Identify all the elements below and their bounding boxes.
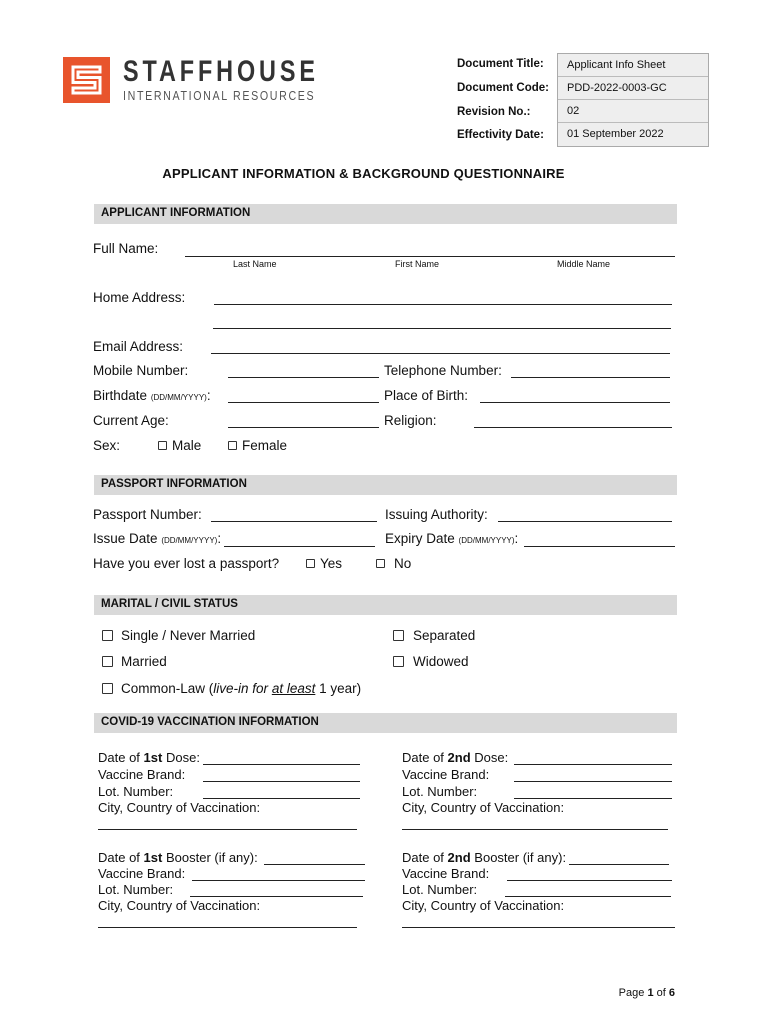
full-name-field[interactable]	[185, 256, 675, 257]
first-booster-brand-field[interactable]	[192, 880, 365, 881]
home-address-label: Home Address:	[93, 290, 186, 305]
brand-tagline: INTERNATIONAL RESOURCES	[123, 88, 316, 103]
current-age-field[interactable]	[228, 427, 379, 428]
email-label: Email Address:	[93, 339, 184, 354]
first-dose-lot-label: Lot. Number:	[98, 784, 174, 799]
covid-section-title: COVID-19 VACCINATION INFORMATION	[101, 716, 319, 728]
male-checkbox[interactable]	[158, 441, 167, 450]
second-dose-dose-word: Dose:	[474, 750, 509, 765]
single-option-label: Single / Never Married	[121, 628, 256, 643]
page-number	[619, 987, 675, 999]
first-booster-date-label	[98, 850, 258, 865]
mobile-field[interactable]	[228, 377, 379, 378]
staffhouse-logo-icon	[63, 57, 110, 103]
middle-name-caption: Middle Name	[557, 259, 611, 269]
issuing-authority-label: Issuing Authority:	[385, 507, 488, 522]
widowed-option-label: Widowed	[413, 654, 469, 669]
birthdate-label-text: Birthdate	[93, 388, 148, 403]
second-dose-lot-field[interactable]	[514, 798, 672, 799]
revision-label: Revision No.:	[457, 106, 531, 118]
second-booster-lot-field[interactable]	[505, 896, 671, 897]
telephone-field[interactable]	[511, 377, 670, 378]
place-of-birth-label: Place of Birth:	[384, 388, 469, 403]
widowed-checkbox[interactable]	[393, 656, 404, 667]
telephone-label: Telephone Number:	[384, 363, 502, 378]
issue-date-field[interactable]	[224, 546, 375, 547]
religion-field[interactable]	[474, 427, 672, 428]
marital-section-header	[94, 595, 677, 615]
lost-passport-yes-checkbox[interactable]	[306, 559, 315, 568]
second-dose-brand-field[interactable]	[514, 781, 672, 782]
second-booster-date-field[interactable]	[569, 864, 669, 865]
issue-date-format: (DD/MM/YYYY)	[161, 536, 218, 545]
second-dose-date-of: Date of	[402, 750, 444, 765]
passport-section-title: PASSPORT INFORMATION	[101, 478, 247, 490]
covid-section-header	[94, 713, 677, 733]
effectivity-value: 01 September 2022	[558, 123, 708, 146]
form-title: APPLICANT INFORMATION & BACKGROUND QUESTIONNAIRE	[162, 166, 565, 181]
first-name-caption: First Name	[395, 259, 440, 269]
first-dose-city-label: City, Country of Vaccination:	[98, 800, 261, 815]
first-booster-brand-label: Vaccine Brand:	[98, 866, 186, 881]
page-of-label: of	[656, 987, 666, 999]
separated-option-label: Separated	[413, 628, 476, 643]
first-dose-date-label	[98, 750, 200, 765]
page-total: 6	[668, 987, 675, 999]
lost-passport-no-label: No	[394, 556, 412, 571]
first-booster-date-of: Date of	[98, 850, 140, 865]
first-booster-city-field[interactable]	[98, 927, 357, 928]
page-label: Page	[618, 987, 645, 999]
common-law-note-emph: at least	[271, 681, 316, 696]
full-name-label: Full Name:	[93, 241, 159, 256]
second-dose-brand-label: Vaccine Brand:	[402, 767, 490, 782]
female-option-label: Female	[242, 438, 288, 453]
married-option-label: Married	[121, 654, 167, 669]
doc-title-value: Applicant Info Sheet	[558, 54, 708, 77]
second-booster-city-field[interactable]	[402, 927, 675, 928]
first-booster-date-field[interactable]	[264, 864, 365, 865]
place-of-birth-field[interactable]	[480, 402, 670, 403]
first-booster-lot-label: Lot. Number:	[98, 882, 174, 897]
marital-section-title: MARITAL / CIVIL STATUS	[101, 598, 238, 610]
passport-section-header	[94, 475, 677, 495]
second-booster-date-of: Date of	[402, 850, 444, 865]
current-age-label: Current Age:	[93, 413, 169, 428]
issue-date-colon: :	[217, 531, 222, 546]
second-booster-date-label	[402, 850, 566, 865]
home-address-field-1[interactable]	[214, 304, 672, 305]
mobile-label: Mobile Number:	[93, 363, 189, 378]
first-booster-word: Booster (if any):	[165, 850, 258, 865]
birthdate-format: (DD/MM/YYYY)	[150, 393, 207, 402]
second-booster-word: Booster (if any):	[474, 850, 567, 865]
expiry-date-label-text: Expiry Date	[385, 531, 455, 546]
common-law-note-prefix: live-in for	[213, 681, 269, 696]
birthdate-colon: :	[206, 388, 211, 403]
issuing-authority-field[interactable]	[498, 521, 672, 522]
second-dose-date-label	[402, 750, 508, 765]
first-dose-ordinal: 1st	[143, 750, 163, 765]
single-checkbox[interactable]	[102, 630, 113, 641]
first-dose-brand-label: Vaccine Brand:	[98, 767, 186, 782]
common-law-checkbox[interactable]	[102, 683, 113, 694]
common-law-text: Common-Law	[121, 681, 206, 696]
page-current: 1	[647, 987, 654, 999]
second-booster-lot-label: Lot. Number:	[402, 882, 478, 897]
revision-value: 02	[558, 100, 708, 123]
doc-code-value: PDD-2022-0003-GC	[558, 77, 708, 100]
lost-passport-question: Have you ever lost a passport?	[93, 556, 280, 571]
doc-meta-table	[557, 53, 709, 147]
first-dose-date-field[interactable]	[203, 764, 360, 765]
sex-label: Sex:	[93, 438, 121, 453]
second-booster-ordinal: 2nd	[447, 850, 471, 865]
birthdate-label	[93, 388, 211, 403]
second-dose-lot-label: Lot. Number:	[402, 784, 478, 799]
common-law-option-label: Common-Law (live-in for at least 1 year)	[121, 681, 362, 696]
first-booster-city-label: City, Country of Vaccination:	[98, 898, 261, 913]
married-checkbox[interactable]	[102, 656, 113, 667]
expiry-date-format: (DD/MM/YYYY)	[458, 536, 515, 545]
separated-checkbox[interactable]	[393, 630, 404, 641]
first-booster-ordinal: 1st	[143, 850, 163, 865]
last-name-caption: Last Name	[233, 259, 277, 269]
first-dose-dose-word: Dose:	[165, 750, 200, 765]
birthdate-field[interactable]	[228, 402, 379, 403]
first-dose-city-field[interactable]	[98, 829, 357, 830]
issue-date-label	[93, 531, 221, 546]
expiry-date-colon: :	[514, 531, 519, 546]
second-booster-brand-field[interactable]	[507, 880, 672, 881]
first-dose-date-of: Date of	[98, 750, 140, 765]
passport-number-label: Passport Number:	[93, 507, 202, 522]
passport-number-field[interactable]	[211, 521, 377, 522]
second-dose-ordinal: 2nd	[447, 750, 471, 765]
second-dose-city-label: City, Country of Vaccination:	[402, 800, 565, 815]
email-field[interactable]	[211, 353, 670, 354]
expiry-date-field[interactable]	[524, 546, 675, 547]
home-address-field-2[interactable]	[213, 328, 671, 329]
second-dose-date-field[interactable]	[514, 764, 672, 765]
doc-code-label: Document Code:	[457, 82, 549, 94]
applicant-section-header	[94, 204, 677, 224]
applicant-section-title: APPLICANT INFORMATION	[101, 207, 251, 219]
second-booster-brand-label: Vaccine Brand:	[402, 866, 490, 881]
expiry-date-label	[385, 531, 518, 546]
first-dose-lot-field[interactable]	[203, 798, 360, 799]
brand-name: STAFFHOUSE	[123, 55, 319, 88]
religion-label: Religion:	[384, 413, 437, 428]
doc-title-label: Document Title:	[457, 58, 544, 70]
first-dose-brand-field[interactable]	[203, 781, 360, 782]
lost-passport-no-checkbox[interactable]	[376, 559, 385, 568]
male-option-label: Male	[172, 438, 202, 453]
common-law-note-suffix: 1 year	[319, 681, 357, 696]
first-booster-lot-field[interactable]	[190, 896, 363, 897]
female-checkbox[interactable]	[228, 441, 237, 450]
second-dose-city-field[interactable]	[402, 829, 668, 830]
lost-passport-yes-label: Yes	[320, 556, 343, 571]
effectivity-label: Effectivity Date:	[457, 129, 544, 141]
issue-date-label-text: Issue Date	[93, 531, 158, 546]
second-booster-city-label: City, Country of Vaccination:	[402, 898, 565, 913]
